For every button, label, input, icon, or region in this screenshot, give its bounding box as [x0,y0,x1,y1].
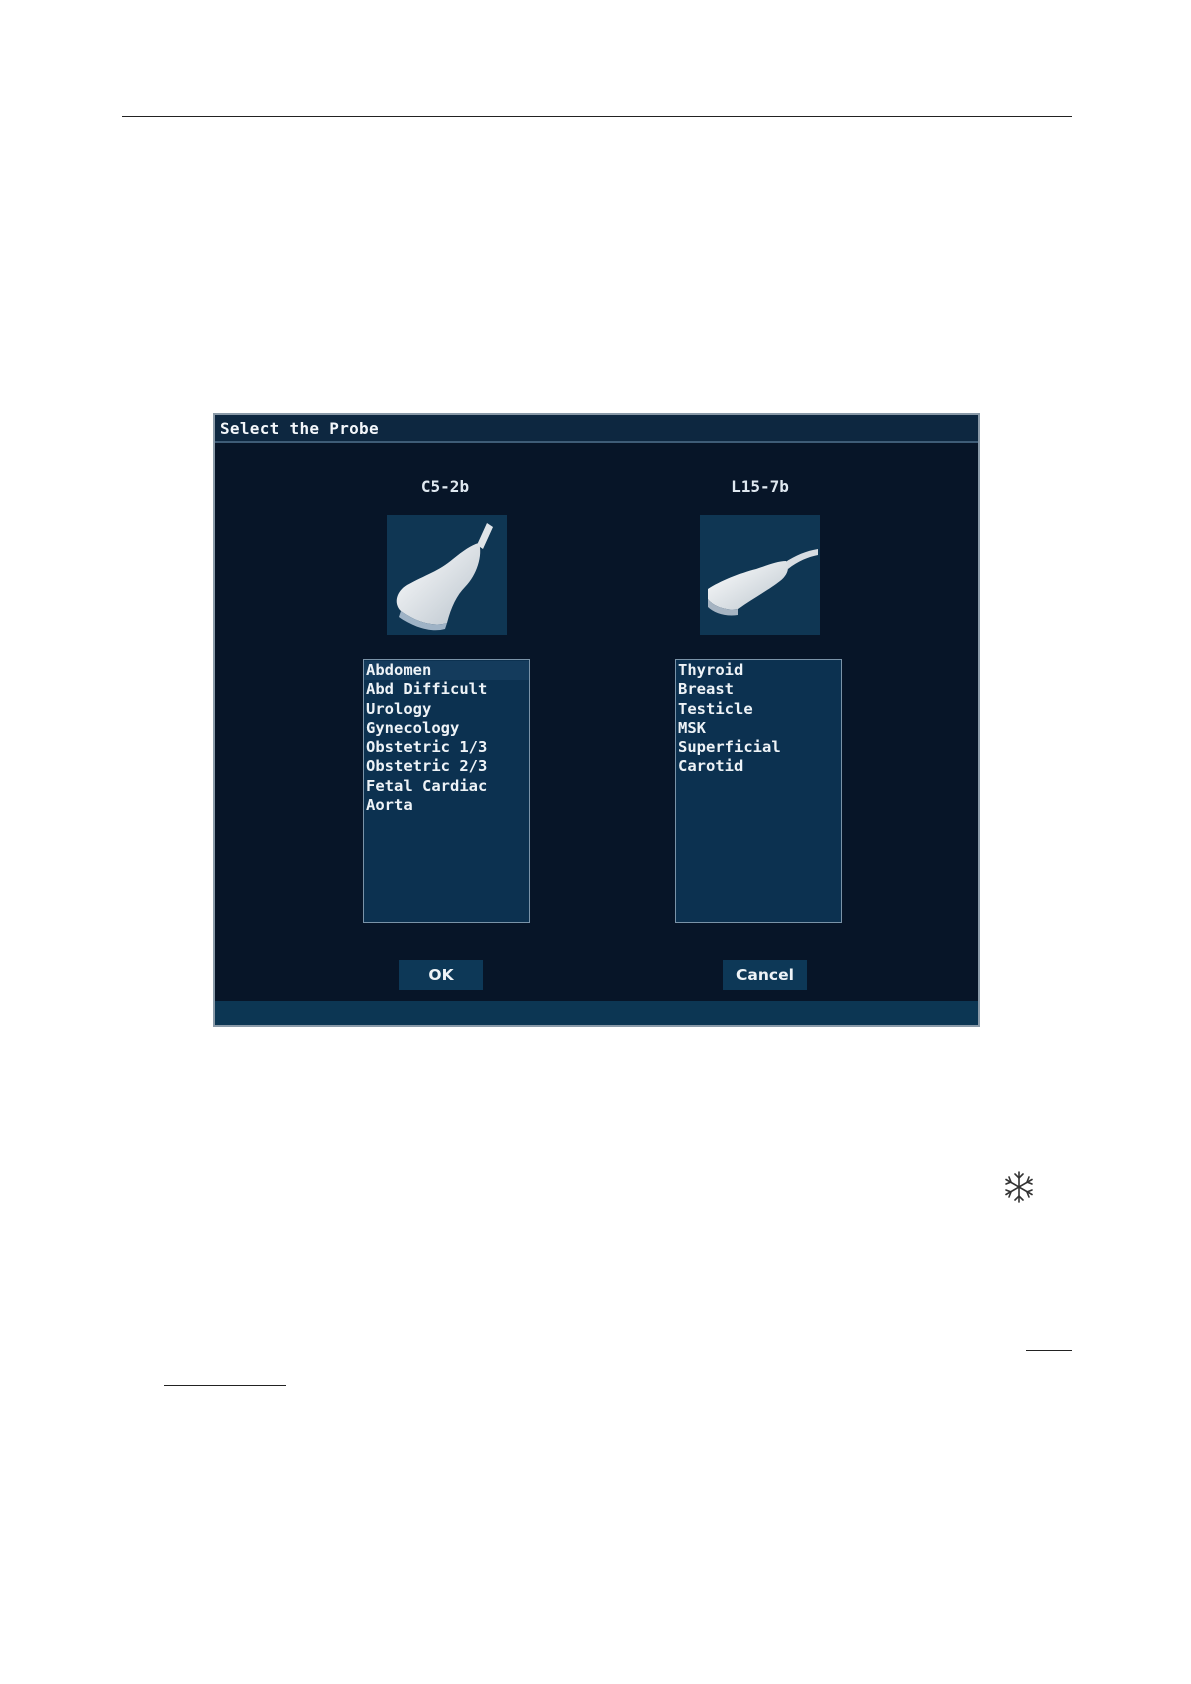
convex-probe-icon[interactable] [387,515,507,635]
text-underline [1026,1350,1072,1351]
exam-list-l15-7b[interactable] [675,659,842,923]
dialog-statusbar [215,1001,978,1025]
exam-item[interactable]: MSK [678,718,706,737]
exam-item[interactable]: Obstetric 1/3 [366,738,488,757]
select-probe-dialog [213,413,980,1027]
exam-item[interactable]: Obstetric 2/3 [366,757,488,776]
linear-probe-icon[interactable] [700,515,820,635]
exam-item[interactable]: Breast [678,680,734,699]
exam-list-c5-2b[interactable] [363,659,530,923]
exam-item[interactable]: Gynecology [366,718,460,737]
page-header-rule [122,116,1072,117]
exam-item[interactable]: Urology [366,699,432,718]
exam-item[interactable]: Abd Difficult [366,680,488,699]
exam-item[interactable]: Superficial [678,738,781,757]
snowflake-icon [1001,1169,1037,1205]
probe-name-c5-2b: C5-2b [420,477,470,496]
exam-item[interactable]: Fetal Cardiac [366,776,488,795]
probe-name-l15-7b: L15-7b [731,477,789,496]
text-underline [164,1385,286,1386]
exam-item[interactable]: Abdomen [364,661,529,680]
ok-button[interactable]: OK [399,960,483,990]
exam-item[interactable]: Testicle [678,699,753,718]
dialog-titlebar [215,415,978,443]
exam-item[interactable]: Aorta [366,796,413,815]
exam-item[interactable]: Thyroid [678,661,744,679]
exam-item[interactable]: Carotid [678,757,744,776]
cancel-button[interactable]: Cancel [723,960,807,990]
dialog-title: Select the Probe [220,419,379,438]
